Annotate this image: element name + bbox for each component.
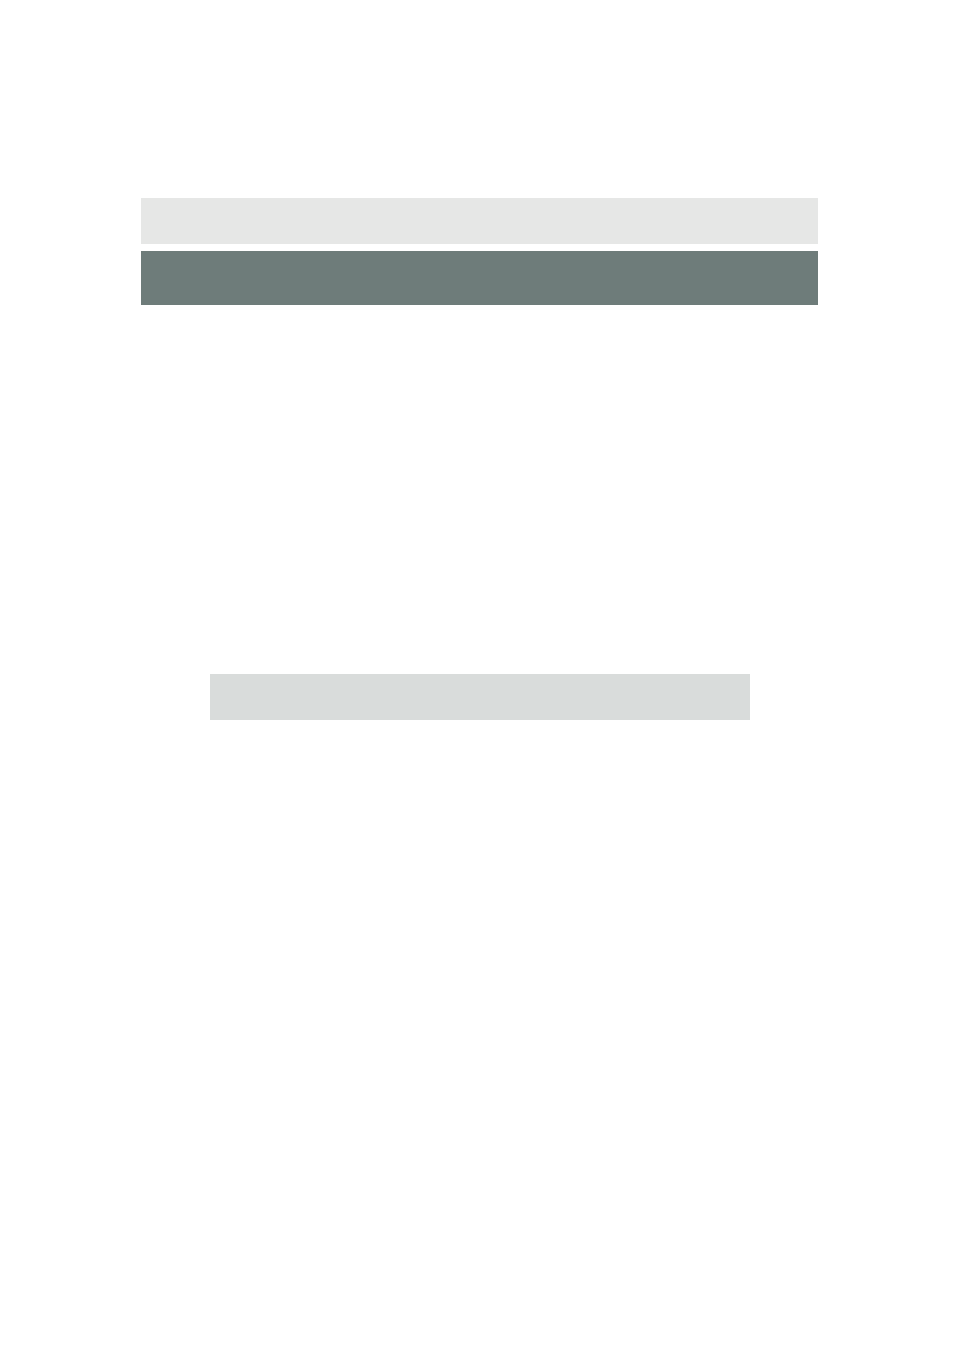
header-bar <box>141 198 818 244</box>
header-band <box>141 251 818 305</box>
lights-box <box>210 674 750 720</box>
